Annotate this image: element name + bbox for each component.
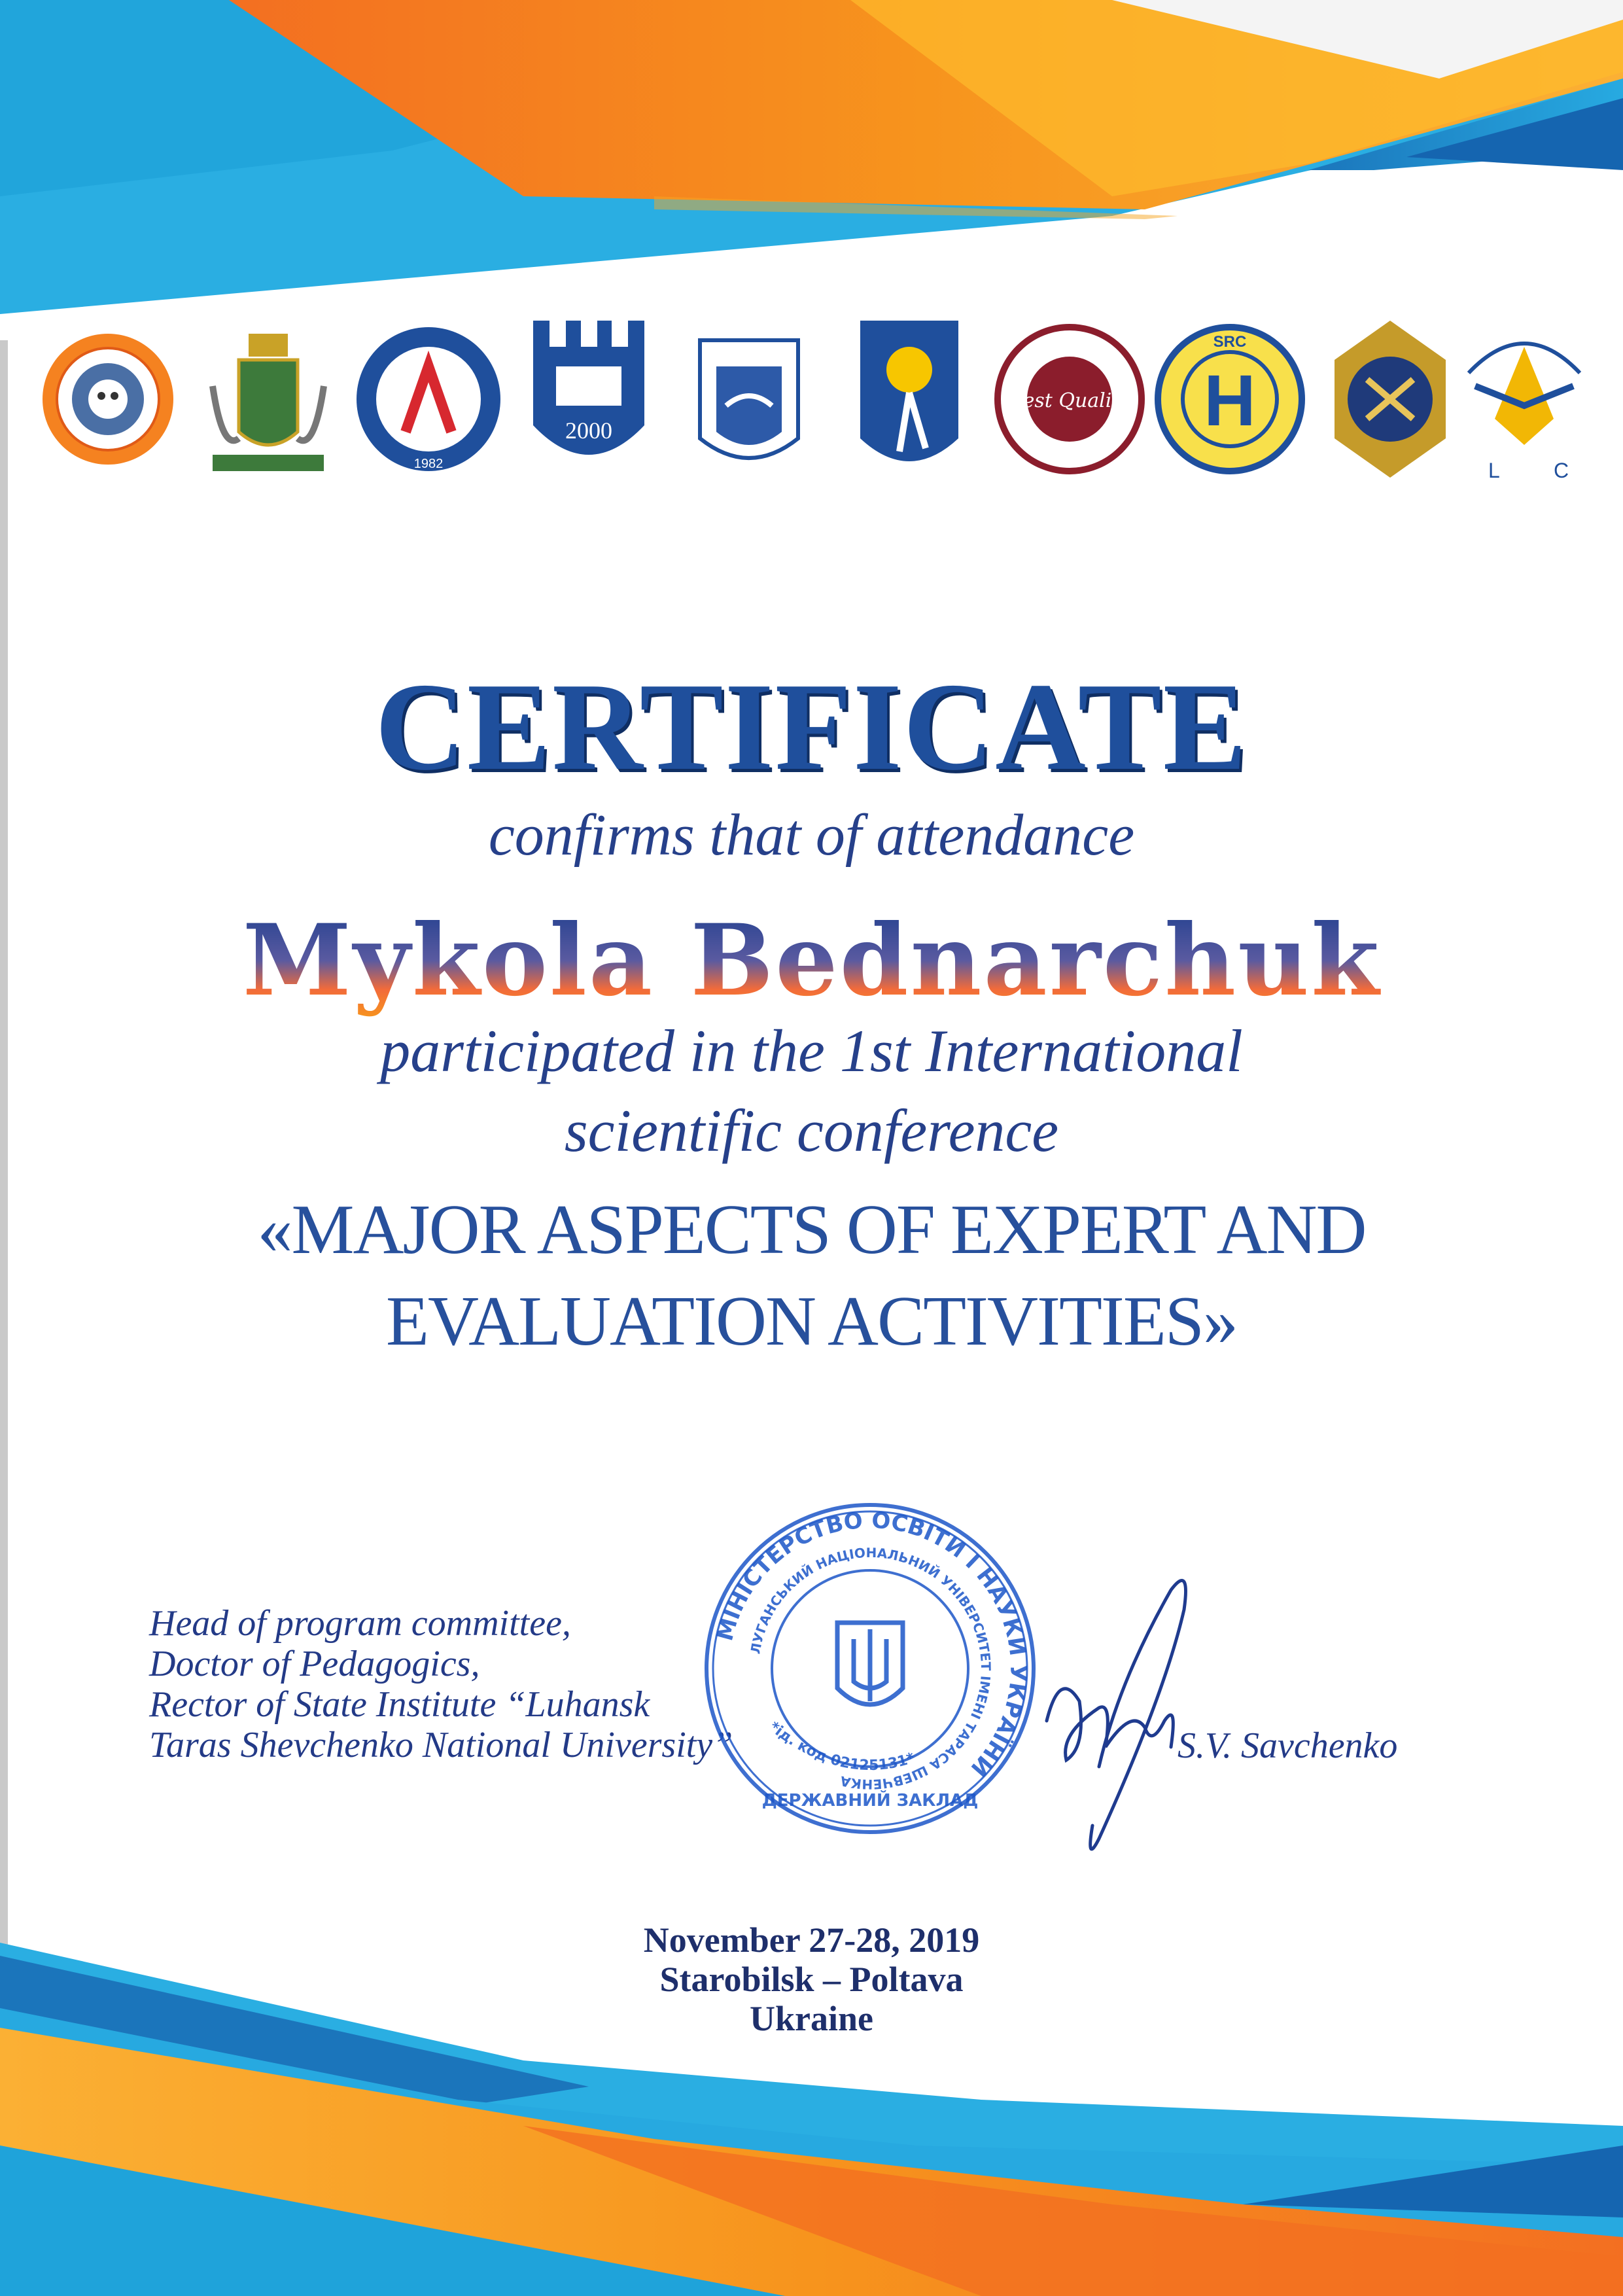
conference-title-line-2: EVALUATION ACTIVITIES» [386, 1282, 1237, 1360]
institute-emblem-logo [33, 308, 183, 491]
best-quality-text: Best Quality [1008, 389, 1131, 412]
coat-of-arms-logo [193, 308, 343, 491]
signer-line-3: Rector of State Institute “Luhansk [149, 1684, 650, 1725]
trident-icon [837, 1623, 903, 1704]
official-seal-stamp [700, 1498, 1040, 1839]
signer-line-1: Head of program committee, [149, 1603, 571, 1644]
event-country: Ukraine [750, 1999, 873, 2038]
seal-inner-text: ЛУГАНСЬКИЙ НАЦІОНАЛЬНИЙ УНІВЕРСИТЕТ ІМЕНІ ТАРАСА ШЕВЧЕНКА [747, 1544, 994, 1793]
src-research-center-logo [1155, 308, 1305, 491]
handwritten-signature [1021, 1551, 1230, 1891]
recipient-name [0, 887, 1623, 1017]
akdeniz-year: 1982 [413, 457, 444, 471]
best-quality-logo [994, 308, 1145, 491]
expert-service-badge-logo [1315, 308, 1465, 491]
signer-line-4: Taras Shevchenko National University” [149, 1725, 733, 1765]
svg-text:*ід. код 02125131* [766, 1719, 917, 1774]
conference-title [0, 1184, 1623, 1368]
sun-figure-logo [834, 308, 985, 491]
src-label: SRC [1213, 333, 1247, 351]
conference-title-line-1: «MAJOR ASPECTS OF EXPERT AND [257, 1191, 1366, 1269]
seal-bottom-text: ДЕРЖАВНИЙ ЗАКЛАД [761, 1791, 979, 1810]
recipient-name-text: Mykola Bednarchuk [242, 903, 1381, 1017]
src-letter: H [1204, 361, 1256, 441]
bottom-banner-decoration [0, 1930, 1623, 2296]
confirm-line: confirms that of attendance [488, 803, 1135, 868]
participation-line-1: participated in the 1st International [380, 1017, 1243, 1084]
seal-code-text: *ід. код 02125131* [765, 1718, 917, 1775]
signer-name: S.V. Savchenko [1178, 1725, 1398, 1766]
participation-statement [0, 1011, 1623, 1171]
event-dates: November 27-28, 2019 [643, 1920, 980, 1960]
signer-credentials [149, 1603, 733, 1765]
university-crest-logo [674, 308, 824, 491]
certificate-title: CERTIFICATE [375, 657, 1248, 796]
krakowska-akademia-logo [514, 308, 664, 491]
event-location: Starobilsk – Poltava [659, 1960, 964, 1999]
participation-line-2: scientific conference [564, 1097, 1059, 1164]
lc-letter-c: C [1554, 459, 1569, 482]
top-banner-decoration [0, 0, 1623, 340]
lc-emblem-logo [1449, 308, 1599, 491]
seal-outer-text: МІНІСТЕРСТВО ОСВІТИ І НАУКИ УКРАЇНИ [712, 1507, 1032, 1782]
krakowska-year: 2000 [565, 417, 612, 444]
partner-logos-row [26, 308, 1596, 504]
signer-line-2: Doctor of Pedagogics, [149, 1644, 480, 1684]
akdeniz-university-logo [353, 308, 504, 491]
lc-letter-l: L [1488, 459, 1500, 482]
